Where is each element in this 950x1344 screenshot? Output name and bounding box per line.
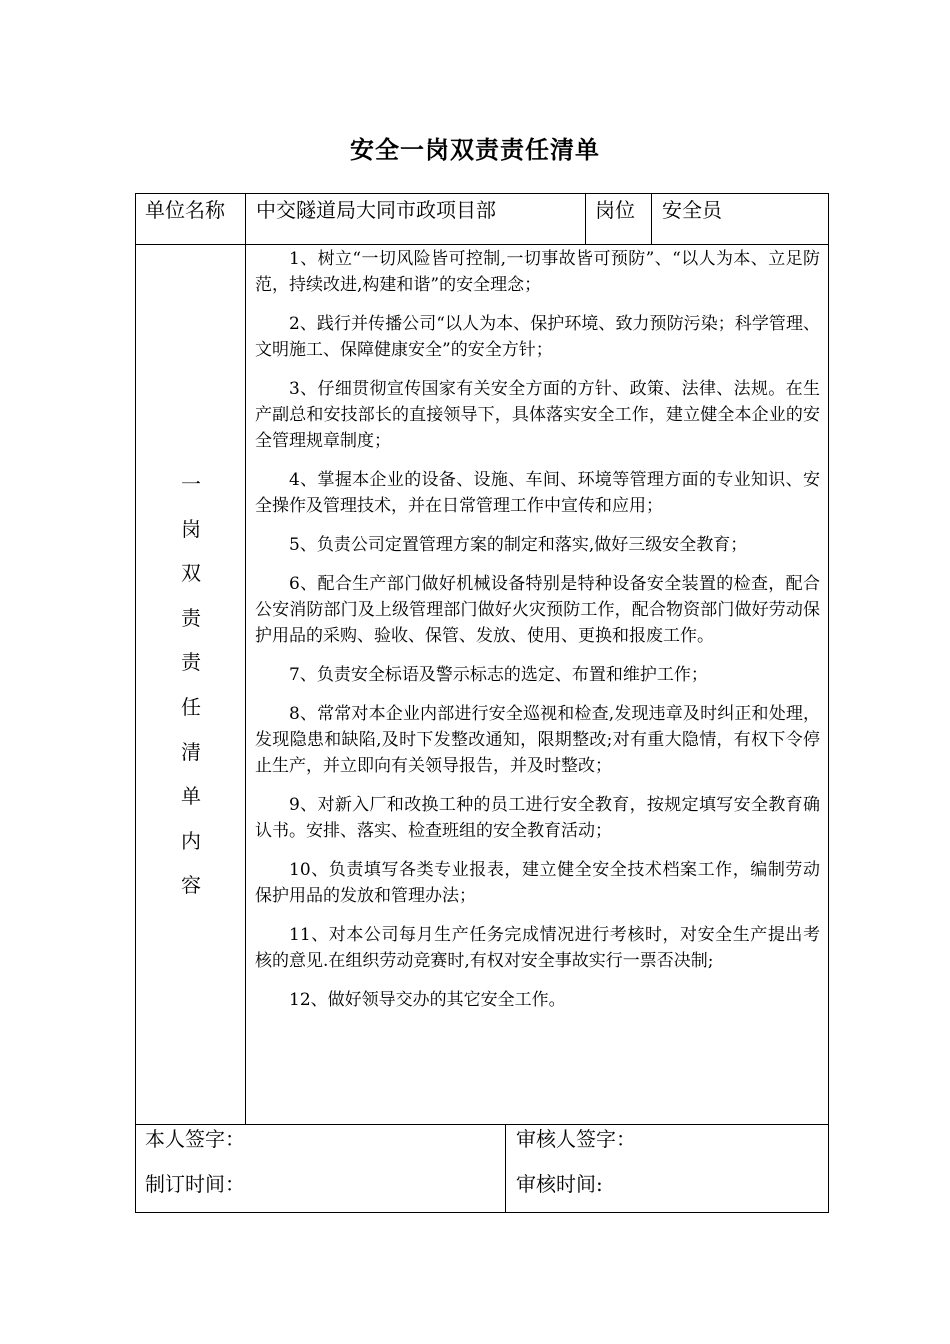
responsibility-table [135,193,829,1213]
page-title: 安全一岗双责责任清单 [350,135,600,164]
section-label-char: 清 [181,739,201,764]
duty-item: 4、掌握本企业的设备、设施、车间、环境等管理方面的专业知识、安全操作及管理技术，并在日常管理工作中宣传和应用； [255,470,820,516]
duty-item: 10、负责填写各类专业报表，建立健全安全技术档案工作，编制劳动保护用品的发放和管理办法； [255,860,820,906]
duty-item: 7、负责安全标语及警示标志的选定、布置和维护工作； [289,665,708,685]
section-label [136,244,246,1124]
section-label-char: 责 [181,650,201,675]
duty-item: 1、树立“一切风险皆可控制,一切事故皆可预防”、“以人为本、立足防范，持续改进,构建和谐”的安全理念； [255,249,820,295]
duty-item: 3、仔细贯彻宣传国家有关安全方面的方针、政策、法律、法规。在生产副总和安技部长的直接领导下，具体落实安全工作，建立健全本企业的安全管理规章制度； [255,379,820,451]
duty-list [246,244,828,1124]
post-label: 岗位 [586,194,652,244]
unit-label: 单位名称 [136,194,246,244]
section-label-char: 容 [181,873,201,898]
section-label-char: 责 [181,605,201,630]
section-label-chars [136,462,246,908]
duty-item: 8、常常对本企业内部进行安全巡视和检查,发现违章及时纠正和处理，发现隐患和缺陷,及时下发整改通知，限期整改;对有重大隐情，有权下令停止生产，并立即向有关领导报告，并及时整改； [255,704,820,776]
review-signature-cell [506,1124,828,1212]
duty-item: 2、践行并传播公司“以人为本、保护环境、致力预防污染；科学管理、文明施工、保障健康安全”的安全方针； [255,314,820,360]
section-label-char: 内 [181,828,201,853]
duty-item: 9、对新入厂和改换工种的员工进行安全教育，按规定填写安全教育确认书。安排、落实、检查班组的安全教育活动； [255,795,820,841]
signature-row [136,1124,828,1212]
duty-item: 5、负责公司定置管理方案的制定和落实,做好三级安全教育； [289,535,748,555]
section-label-char: 双 [181,561,201,586]
self-signature-cell [136,1124,506,1212]
review-signature-label: 审核人签字： [516,1127,636,1151]
section-label-char: 单 [181,784,201,809]
section-label-char: 一 [181,472,201,496]
section-label-char: 任 [181,694,201,719]
header-row [136,194,828,245]
unit-value: 中交隧道局大同市政项目部 [246,194,586,244]
duty-item: 12、做好领导交办的其它安全工作。 [289,990,566,1010]
section-label-char: 岗 [181,516,201,541]
made-time-label: 制订时间： [145,1172,245,1196]
duty-item: 11、对本公司每月生产任务完成情况进行考核时，对安全生产提出考核的意见.在组织劳动竞赛时,有权对安全事故实行一票否决制; [255,925,820,971]
duty-item: 6、配合生产部门做好机械设备特别是特种设备安全装置的检查，配合公安消防部门及上级管理部门做好火灾预防工作，配合物资部门做好劳动保护用品的采购、验收、保管、发放、使用、更换和报废工作。 [255,574,820,646]
post-value: 安全员 [662,198,722,222]
review-time-label: 审核时间: [516,1172,603,1196]
content-row [136,244,828,1125]
self-signature-label: 本人签字： [145,1127,245,1151]
